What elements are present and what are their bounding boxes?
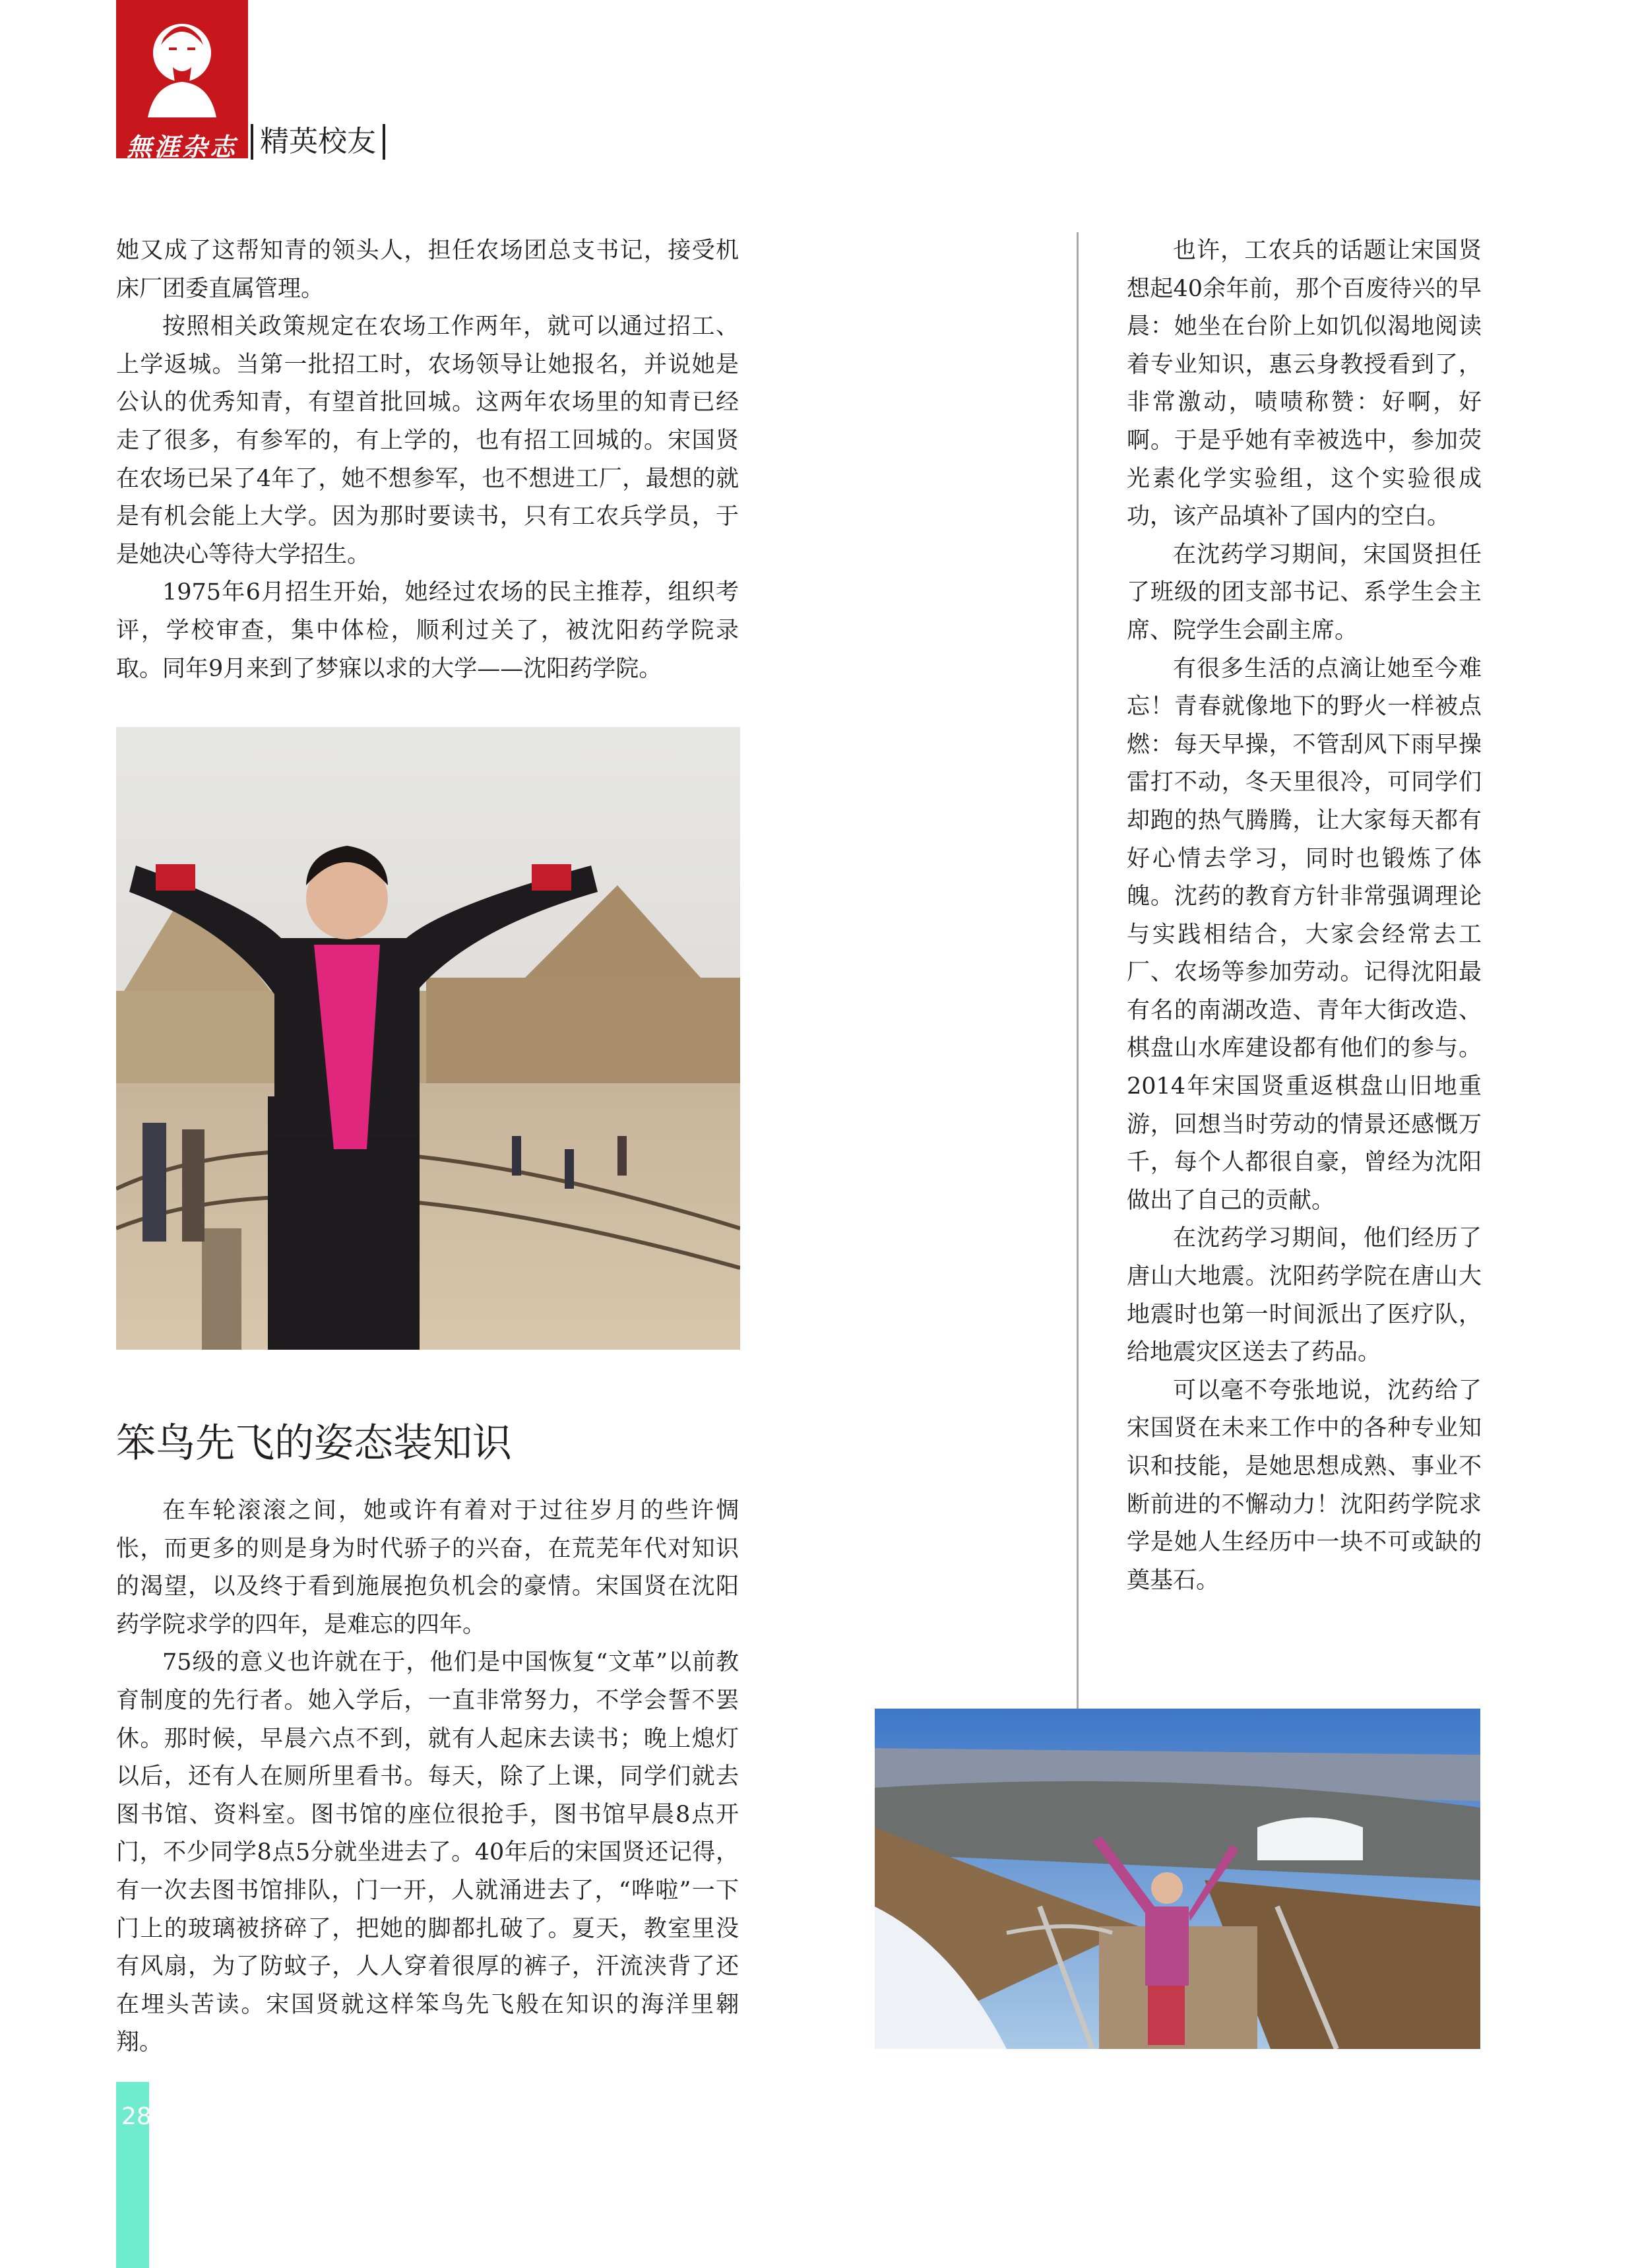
page-number: 28 — [121, 2103, 152, 2130]
column-divider — [1077, 232, 1079, 1709]
portrait-illustration-icon — [135, 12, 230, 117]
paragraph: 她又成了这帮知青的领头人，担任农场团总支书记，接受机床厂团委直属管理。 — [116, 237, 739, 302]
photo-mountain-stairs — [875, 1709, 1480, 2049]
section-label: 精英校友 — [251, 124, 385, 160]
paragraph: 1975年6月招生开始，她经过农场的民主推荐，组织考评，学校审查，集中体检，顺利过关了，被沈阳药学院录取。同年9月来到了梦寐以求的大学——沈阳药学院。 — [116, 579, 739, 682]
photo-pyramids — [116, 727, 740, 1350]
logo-text: 無涯杂志 — [126, 132, 237, 162]
right-column-text — [1127, 232, 1482, 1600]
paragraph: 在沈药学习期间，他们经历了唐山大地震。沈阳药学院在唐山大地震时也第一时间派出了医疗队，给地震灾区送去了药品。 — [1127, 1225, 1482, 1366]
paragraph: 75级的意义也许就在于，他们是中国恢复“文革”以前教育制度的先行者。她入学后，一直非常努力，不学会誓不罢休。那时候，早晨六点不到，就有人起床去读书；晚上熄灯以后，还有人在厕所里看书。每天，除了上课，同学们就去图书馆、资料室。图书馆的座位很抢手，图书馆早晨8点开门，不少同学8点5分就坐进去了。40年后的宋国贤还记得，有一次去图书馆排队，门一开，人就涌进去了，“哗啦”一下门上的玻璃被挤碎了，把她的脚都扎破了。夏天，教室里没有风扇，为了防蚊子，人人穿着很厚的裤子，汗流浃背了还在埋头苦读。宋国贤就这样笨鸟先飞般在知识的海洋里翱翔。 — [116, 1649, 739, 2056]
paragraph: 按照相关政策规定在农场工作两年，就可以通过招工、上学返城。当第一批招工时，农场领导让她报名，并说她是公认的优秀知青，有望首批回城。这两年农场里的知青已经走了很多，有参军的，有上学的，也有招工回城的。宋国贤在农场已呆了4年了，她不想参军，也不想进工厂，最想的就是有机会能上大学。因为那时要读书，只有工农兵学员，于是她决心等待大学招生。 — [116, 313, 739, 568]
magazine-logo — [116, 0, 248, 162]
left-column-bottom-text — [116, 1492, 739, 2062]
paragraph: 可以毫不夸张地说，沈药给了宋国贤在未来工作中的各种专业知识和技能，是她思想成熟、事业不断前进的不懈动力！沈阳药学院求学是她人生经历中一块不可或缺的奠基石。 — [1127, 1377, 1482, 1594]
paragraph: 有很多生活的点滴让她至今难忘！青春就像地下的野火一样被点燃：每天早操，不管刮风下雨早操雷打不动，冬天里很冷，可同学们却跑的热气腾腾，让大家每天都有好心情去学习，同时也锻炼了体魄。沈药的教育方针非常强调理论与实践相结合，大家会经常去工厂、农场等参加劳动。记得沈阳最有名的南湖改造、青年大街改造、棋盘山水库建设都有他们的参与。2014年宋国贤重返棋盘山旧地重游，回想当时劳动的情景还感慨万千，每个人都很自豪，曾经为沈阳做出了自己的贡献。 — [1127, 655, 1482, 1214]
paragraph: 在车轮滚滚之间，她或许有着对于过往岁月的些许惆怅，而更多的则是身为时代骄子的兴奋，在荒芜年代对知识的渴望，以及终于看到施展抱负机会的豪情。宋国贤在沈阳药学院求学的四年，是难忘的四年。 — [116, 1497, 739, 1638]
paragraph: 也许，工农兵的话题让宋国贤想起40余年前，那个百废待兴的早晨：她坐在台阶上如饥似渴地阅读着专业知识，惠云身教授看到了，非常激动，啧啧称赞：好啊，好啊。于是乎她有幸被选中，参加荧光素化学实验组，这个实验很成功，该产品填补了国内的空白。 — [1127, 237, 1482, 530]
section-heading: 笨鸟先飞的姿态装知识 — [116, 1420, 512, 1466]
left-column-top-text — [116, 232, 739, 688]
paragraph: 在沈药学习期间，宋国贤担任了班级的团支部书记、系学生会主席、院学生会副主席。 — [1127, 541, 1482, 644]
